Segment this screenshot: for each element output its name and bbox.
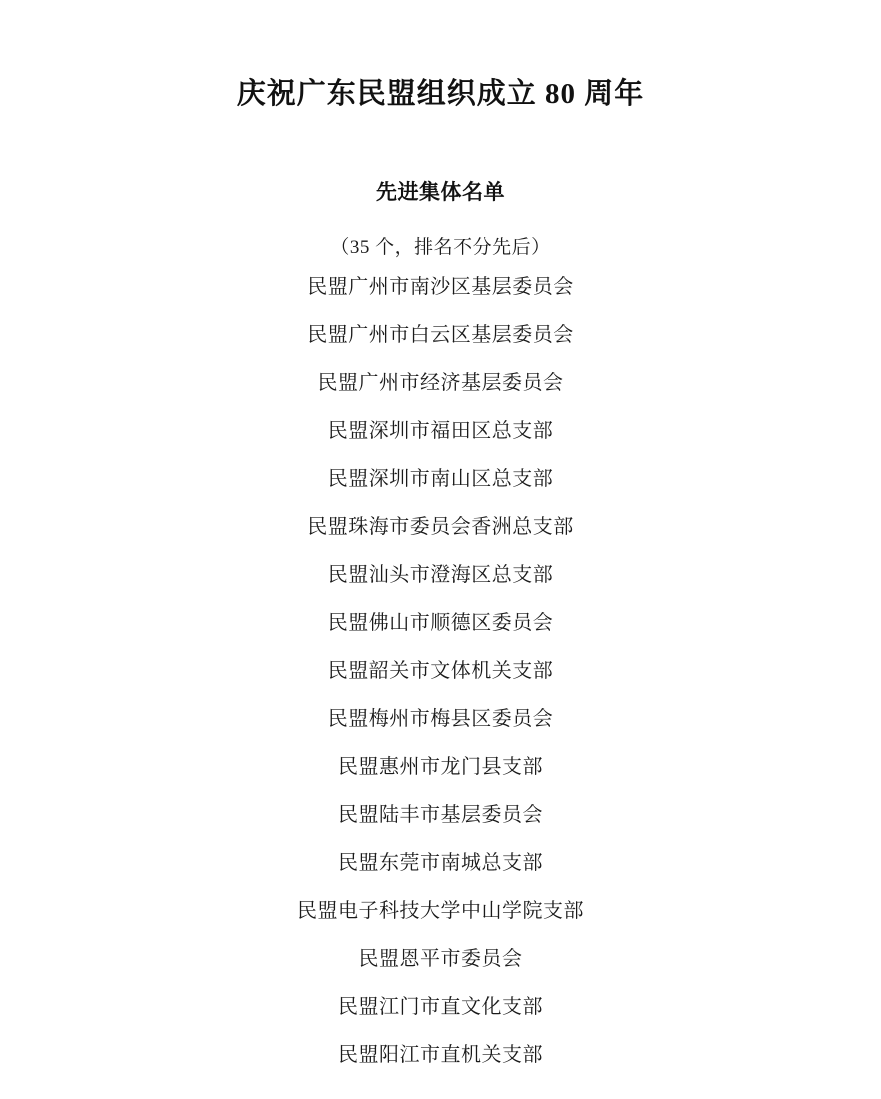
list-item: 民盟深圳市福田区总支部 (327, 419, 554, 442)
list-item: 民盟佛山市顺德区委员会 (327, 611, 554, 634)
list-item: 民盟恩平市委员会 (358, 947, 523, 970)
list-item: 民盟江门市直文化支部 (338, 995, 543, 1018)
list-item: 民盟电子科技大学中山学院支部 (297, 899, 584, 922)
list-item: 民盟惠州市龙门县支部 (338, 755, 543, 778)
list-item: 民盟汕头市澄海区总支部 (327, 563, 554, 586)
list-item: 民盟陆丰市基层委员会 (338, 803, 543, 826)
list-item: 民盟广州市白云区基层委员会 (307, 323, 574, 346)
list-item: 民盟广州市经济基层委员会 (317, 371, 564, 394)
list-item: 民盟韶关市文体机关支部 (327, 659, 554, 682)
list-item: 民盟东莞市南城总支部 (338, 851, 543, 874)
advanced-collective-list (60, 263, 821, 1079)
list-item: 民盟深圳市南山区总支部 (327, 467, 554, 490)
list-item: 民盟珠海市委员会香洲总支部 (307, 515, 574, 538)
list-item: 民盟阳江市直机关支部 (338, 1043, 543, 1066)
section-title: 先进集体名单 (376, 179, 505, 204)
list-item: 民盟广州市南沙区基层委员会 (307, 275, 574, 298)
page-title: 庆祝广东民盟组织成立 80 周年 (236, 78, 645, 110)
section-note: （35 个，排名不分先后） (330, 237, 551, 259)
list-item: 民盟梅州市梅县区委员会 (327, 707, 554, 730)
